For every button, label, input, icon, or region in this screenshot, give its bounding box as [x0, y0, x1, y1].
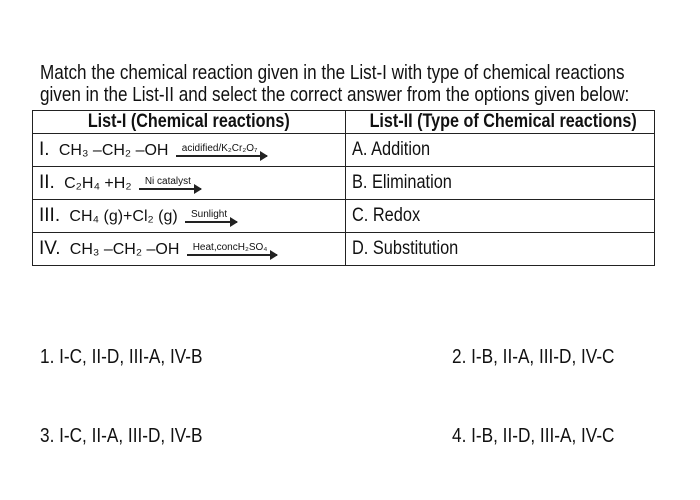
row-number: III. — [39, 205, 61, 226]
table-header-row — [33, 111, 655, 134]
reaction-arrow — [139, 176, 201, 190]
question-text — [40, 62, 650, 106]
list-2-header: List-II (Type of Chemical reactions) — [346, 111, 655, 134]
row-number: I. — [39, 139, 50, 160]
table-row — [33, 233, 655, 266]
reaction-condition: Ni catalyst — [144, 175, 191, 187]
arrow-icon — [176, 155, 268, 157]
match-table — [32, 110, 655, 266]
reaction-type-cell: D. Substitution — [346, 233, 655, 266]
reaction-cell — [33, 200, 346, 233]
answer-option-4[interactable]: 4. I-B, II-D, III-A, IV-C — [452, 425, 615, 447]
reaction-condition: acidified/K₂Cr₂O₇ — [181, 142, 258, 154]
question-line-1: Match the chemical reaction given in the List-I with type of chemical reactions — [40, 62, 625, 84]
reaction-cell — [33, 134, 346, 167]
reaction-condition: Sunlight — [191, 208, 228, 220]
answer-option-1[interactable]: 1. I-C, II-D, III-A, IV-B — [40, 346, 203, 368]
reactants: C₂H₄ +H₂ — [64, 175, 132, 192]
row-number: II. — [39, 172, 55, 193]
answer-option-3[interactable]: 3. I-C, II-A, III-D, IV-B — [40, 425, 203, 447]
reaction-arrow — [176, 143, 268, 157]
reaction-cell — [33, 167, 346, 200]
reaction-arrow — [185, 209, 237, 223]
reaction-cell — [33, 233, 346, 266]
table-row — [33, 200, 655, 233]
row-number: IV. — [39, 238, 61, 259]
reaction-condition: Heat,concH₂SO₄ — [192, 241, 268, 253]
reactants: CH₃ –CH₂ –OH — [58, 142, 169, 159]
question-line-2: given in the List-II and select the correct answer from the options given below: — [40, 84, 630, 106]
reaction-type-cell: B. Elimination — [346, 167, 655, 200]
arrow-icon — [139, 188, 201, 190]
reaction-type-cell: C. Redox — [346, 200, 655, 233]
arrow-icon — [185, 221, 237, 223]
reactants: CH₃ –CH₂ –OH — [69, 241, 180, 258]
arrow-icon — [187, 254, 278, 256]
reactants: CH₄ (g)+Cl₂ (g) — [69, 208, 178, 225]
reaction-arrow — [187, 242, 278, 256]
reaction-type-cell: A. Addition — [346, 134, 655, 167]
table-row — [33, 167, 655, 200]
table-row — [33, 134, 655, 167]
list-1-header: List-I (Chemical reactions) — [33, 111, 346, 134]
answer-option-2[interactable]: 2. I-B, II-A, III-D, IV-C — [452, 346, 615, 368]
